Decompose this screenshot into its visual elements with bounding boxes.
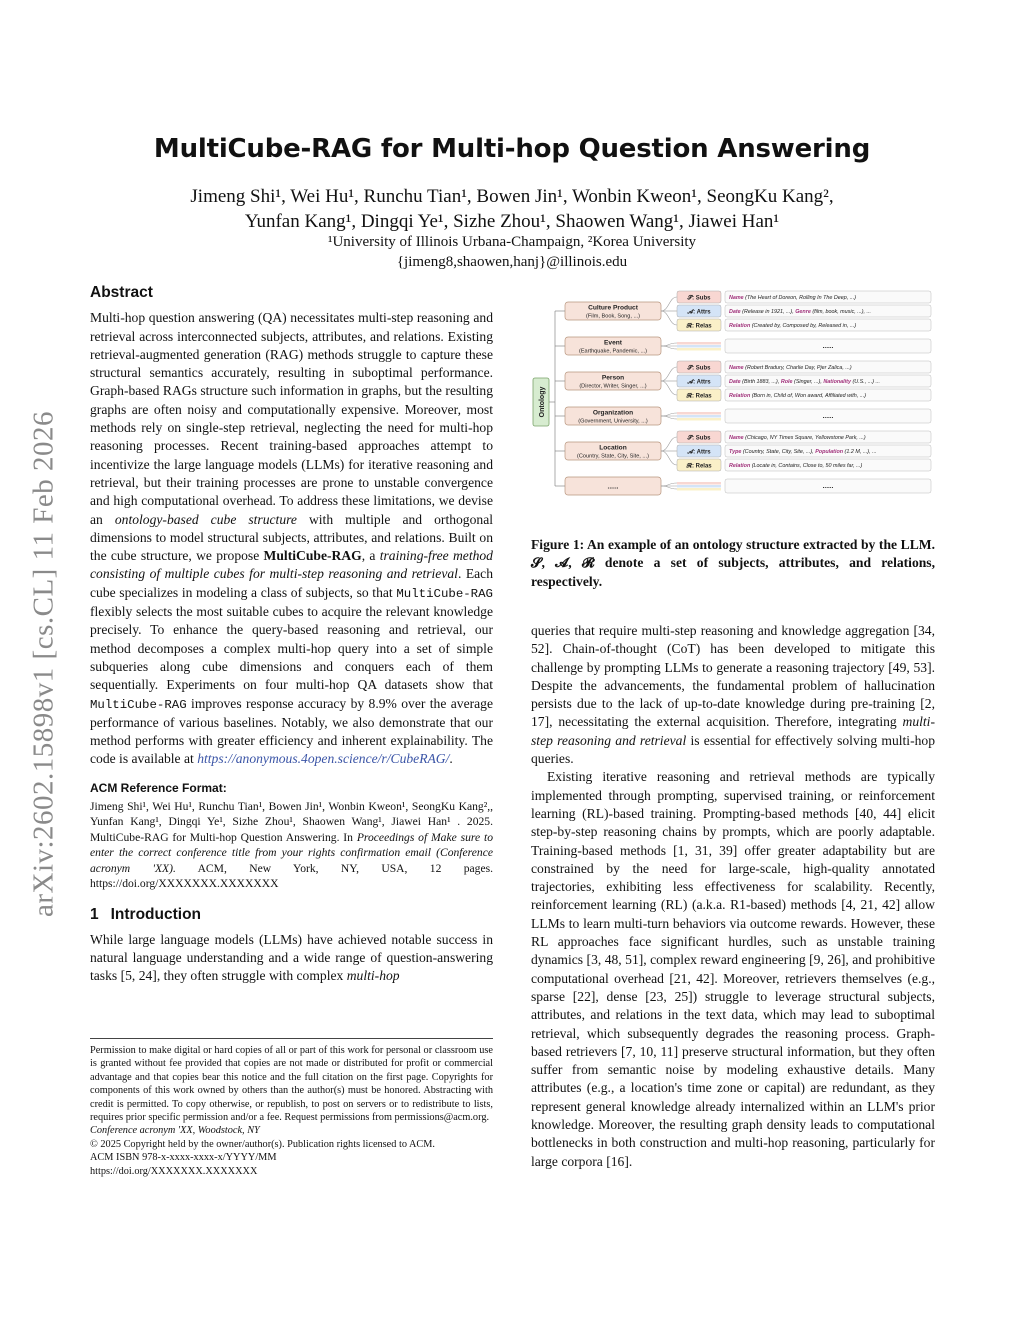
collapsed-tag bbox=[677, 482, 721, 485]
collapsed-tag bbox=[677, 342, 721, 345]
ontology-diagram bbox=[531, 283, 936, 519]
category-examples: (Director, Writer, Singer, ...) bbox=[579, 383, 647, 390]
permission-text: Permission to make digital or hard copies of all or part of this work for personal or classroom use is granted without fee provided that copies are not made or distributed for profit or commercial advantage and that copies bear this notice and the full citation on the first page. Copyrights for components of this work owned by others than the author(s) must be honored. Abstracting with credit is permitted. To copy otherwise, or republish, to post on servers or to redistribute to lists, requires prior specific permission and/or a fee. Request permissions from permissions@acm.org. bbox=[90, 1045, 493, 1124]
doi-text: https://doi.org/XXXXXXX.XXXXXXX bbox=[90, 1165, 258, 1177]
dimension-values-text: Type (Country, State, City, Site, ...), Population (1.2 M, ...), ... bbox=[729, 449, 877, 456]
edge-line bbox=[661, 483, 677, 486]
dimension-values-text: Date (Birth 1883, ...), Role (Singer, ...), Nationality (U.S., ...) ... bbox=[729, 379, 881, 386]
authors-line-2: Yunfan Kang¹, Dingqi Ye¹, Sizhe Zhou¹, Shaowen Wang¹, Jiawei Han¹ bbox=[244, 211, 780, 232]
code-link[interactable]: https://anonymous.4open.science/r/CubeRAG/ bbox=[197, 751, 450, 767]
author-list bbox=[90, 184, 934, 234]
category-name: Event bbox=[604, 339, 622, 347]
left-column bbox=[90, 284, 493, 986]
arxiv-id: arXiv:2602.15898v1 [cs.CL] 11 Feb 2026 bbox=[27, 410, 60, 918]
edge-line bbox=[661, 311, 677, 325]
edge-line bbox=[661, 451, 677, 465]
collapsed-tag bbox=[677, 485, 721, 488]
collapsed-tag bbox=[677, 412, 721, 415]
dimension-values-text: Relation (Created by, Composed by, Released in, ...) bbox=[729, 323, 857, 330]
intro-heading: 1 Introduction bbox=[90, 906, 202, 924]
conference-text: Conference acronym 'XX, Woodstock, NY bbox=[90, 1125, 260, 1137]
category-name: Organization bbox=[592, 409, 634, 417]
dimension-tag-label: 𝓢: Subs bbox=[687, 365, 711, 372]
edge-line bbox=[661, 416, 677, 419]
edge-line bbox=[661, 346, 677, 349]
dimension-values-text: Name (Robert Bradury, Charlie Day, Pjer Zalica, ...) bbox=[729, 365, 852, 372]
category-name: Person bbox=[601, 374, 625, 382]
edge-line bbox=[661, 297, 677, 311]
collapsed-tag bbox=[677, 488, 721, 491]
intro-left-text: While large language models (LLMs) have achieved notable success in natural language understanding and a wide range of question-answering tasks [5, 24], they often struggle with complex multi-hop bbox=[90, 931, 493, 984]
affiliations bbox=[90, 232, 934, 272]
dimension-values-text: Name (The Heart of Doreon, Rolling In The Deep, ...) bbox=[729, 295, 857, 302]
acm-ref-heading: ACM Reference Format: bbox=[90, 780, 227, 795]
dimension-tag-label: 𝓡: Relas bbox=[686, 393, 712, 400]
footnote-rule bbox=[90, 1038, 493, 1039]
root-label: Ontology bbox=[539, 386, 546, 418]
dimension-tag-label: 𝓢: Subs bbox=[687, 295, 711, 302]
collapsed-tag bbox=[677, 345, 721, 348]
category-examples: (Film, Book, Song, ...) bbox=[585, 313, 641, 320]
edge-line bbox=[661, 381, 677, 395]
arxiv-stamp bbox=[22, 374, 66, 954]
category-name: Location bbox=[599, 444, 627, 452]
dimension-tag-label: 𝓢: Subs bbox=[687, 435, 711, 442]
copyright-text: © 2025 Copyright held by the owner/author(s). Publication rights licensed to ACM. bbox=[90, 1138, 436, 1150]
dimension-tag-label: 𝓐: Attrs bbox=[687, 309, 711, 316]
collapsed-tag bbox=[677, 418, 721, 421]
category-examples: (Earthquake, Pandemic, ...) bbox=[578, 348, 648, 355]
dimension-values-text: Relation (Born in, Child of, Won award, Affiliated with, ...) bbox=[729, 393, 867, 400]
intro-right-p1: queries that require multi-step reasoning and knowledge aggregation [34, 52]. Chain-of-thought (CoT) has been developed to mitigate this challenge by prompting LLMs to generate a reasoning trajectory [49, 53]. Despite the advancements, the fundamental problem of hallucination persists due to the lack of up-to-date knowledge during pre-training [2, 17], necessitating the external acquisition. Therefore, integrating multi-step reasoning and retrieval is essential for effectively solving multi-hop queries. bbox=[531, 623, 935, 767]
edge-line bbox=[661, 413, 677, 416]
abstract-text: Multi-hop question answering (QA) necessitates multi-step reasoning and retrieval across interconnected subjects, attributes, and relations. Existing retrieval-augmented generation (RAG) methods struggle to capture these structural semantics accurately, resulting in suboptimal performance. Graph-based RAGs structure such information in graphs, but the resulting graphs are often noisy and computationally expensive. Moreover, most methods rely on single-step retrieval, neglecting the need for multi-hop reasoning processes. Recent training-based approaches attempt to incentivize the large language models (LLMs) for iterative reasoning and retrieval, but their training processes are prone to unstable convergence and high computational overhead. To address these limitations, we devise an ontology-based cube structure with multiple and orthogonal dimensions to model structural subjects, attributes, and relations. Built on the cube structure, we propose MultiCube-RAG, a training-free method consisting of multiple cubes for multi-step reasoning and retrieval. Each cube specializes in modeling a class of subjects, so that MultiCube-RAG flexibly selects the most suitable cubes to acquire the relevant knowledge precisely. To enhance the query-based reasoning and retrieval, our method decomposes a complex multi-hop query into a set of simple subqueries along cube dimensions and conquers each of them sequentially. Experiments on four multi-hop QA datasets show that MultiCube-RAG improves response accuracy by 8.9% over the average performance of various baselines. Notably, we also demonstrate that our method performs with greater efficiency and inherent explainability. The code is available at https://anonymous.4open.science/r/CubeRAG/. bbox=[90, 310, 494, 767]
authors-line-1: Jimeng Shi¹, Wei Hu¹, Runchu Tian¹, Bowen Jin¹, Wonbin Kweon¹, SeongKu Kang², bbox=[190, 186, 834, 207]
edge-line bbox=[661, 437, 677, 451]
copyright-footnote bbox=[90, 1038, 493, 1178]
dimension-tag-label: 𝓡: Relas bbox=[686, 323, 712, 330]
category-name: ...... bbox=[607, 483, 619, 491]
collapsed-label: ...... bbox=[822, 483, 834, 490]
paper-title: MultiCube-RAG for Multi-hop Question Answering bbox=[153, 134, 871, 164]
dimension-values-text: Name (Chicago, NY Times Square, Yellowstone Park, ...) bbox=[729, 435, 866, 442]
collapsed-tag bbox=[677, 348, 721, 351]
affiliation: ¹University of Illinois Urbana-Champaign, ²Korea University bbox=[327, 234, 697, 250]
category-examples: (Government, University, ...) bbox=[578, 418, 648, 425]
abstract-heading: Abstract bbox=[90, 284, 153, 301]
edge-line bbox=[661, 367, 677, 381]
acm-ref-text: Jimeng Shi¹, Wei Hu¹, Runchu Tian¹, Bowen Jin¹, Wonbin Kweon¹, SeongKu Kang²,, Yunfan Kang¹, Dingqi Ye¹, Sizhe Zhou¹, Shaowen Wang¹, Jiawei Han¹ . 2025. MultiCube-RAG for Multi-hop Question Answering. In Proceedings of Make sure to enter the correct conference title from your rights confirmation email (Conference acronym 'XX). ACM, New York, NY, USA, 12 pages. https://doi.org/XXXXXXX.XXXXXXX bbox=[90, 800, 494, 891]
dimension-values-text: Relation (Locate in, Contains, Close to, 50 miles far, ...) bbox=[729, 463, 863, 470]
figure-caption: Figure 1: An example of an ontology structure extracted by the LLM. 𝓢, 𝓐, 𝓡 denote a set of subjects, attributes, and relations, respectively. bbox=[531, 537, 935, 589]
dimension-tag-label: 𝓐: Attrs bbox=[687, 379, 711, 386]
intro-right-p2: Existing iterative reasoning and retrieval methods are typically implemented through prompting, supervised training, or reinforcement learning (RL)-based training. Prompting-based methods [40, 44] elicit step-by-step reasoning chains by prompts, which are poorly adaptable. Training-based methods [1, 31, 39] offer greater adaptability but are constrained by the need for large-scale, high-quality annotated trajectories, exhibiting less effectiveness for scalability. Recently, reinforcement learning (RL) (a.k.a. R1-based) methods [4, 21, 42] allow LLMs to learn multi-turn behaviors via outcome rewards. However, these RL approaches face significant hurdles, such as unstable training dynamics [3, 48, 51], complex reward engineering [9, 26], and prohibitive computational overhead [21, 42]. Moreover, retrievers themselves (e.g., sparse [22], dense [23, 25]) struggle to leverage structural subjects, attributes, and relations in the text data, which may lead to suboptimal retrieval, which subsequently degrades the reasoning process. Graph-based retrievers [7, 10, 11] preserve structural information, but they often suffer from semantic noise by modeling exhaustive details. Many attributes (e.g., a location's time zone or capital) are redundant, as they represent general knowledge already internalized within an LLM's prior knowledge. Moreover, the resulting graph density leads to computational bottlenecks in both construction and multi-hop reasoning, particularly for large corpora [16]. bbox=[531, 769, 935, 1169]
collapsed-tag bbox=[677, 415, 721, 418]
dimension-tag-label: 𝓡: Relas bbox=[686, 463, 712, 470]
email: {jimeng8,shaowen,hanj}@illinois.edu bbox=[396, 254, 628, 270]
ontology-figure bbox=[531, 283, 936, 519]
collapsed-label: ...... bbox=[822, 343, 834, 350]
edge-line bbox=[661, 343, 677, 346]
right-column bbox=[531, 622, 935, 1171]
collapsed-label: ...... bbox=[822, 413, 834, 420]
edge-line bbox=[661, 486, 677, 489]
category-name: Culture Product bbox=[588, 304, 638, 312]
dimension-values-text: Date (Release in 1921, ...), Genre (film, book, music, ...), ... bbox=[729, 309, 872, 316]
isbn-text: ACM ISBN 978-x-xxxx-xxxx-x/YYYY/MM bbox=[90, 1152, 277, 1164]
category-examples: (Country, State, City, Site, ...) bbox=[577, 453, 649, 460]
dimension-tag-label: 𝓐: Attrs bbox=[687, 449, 711, 456]
